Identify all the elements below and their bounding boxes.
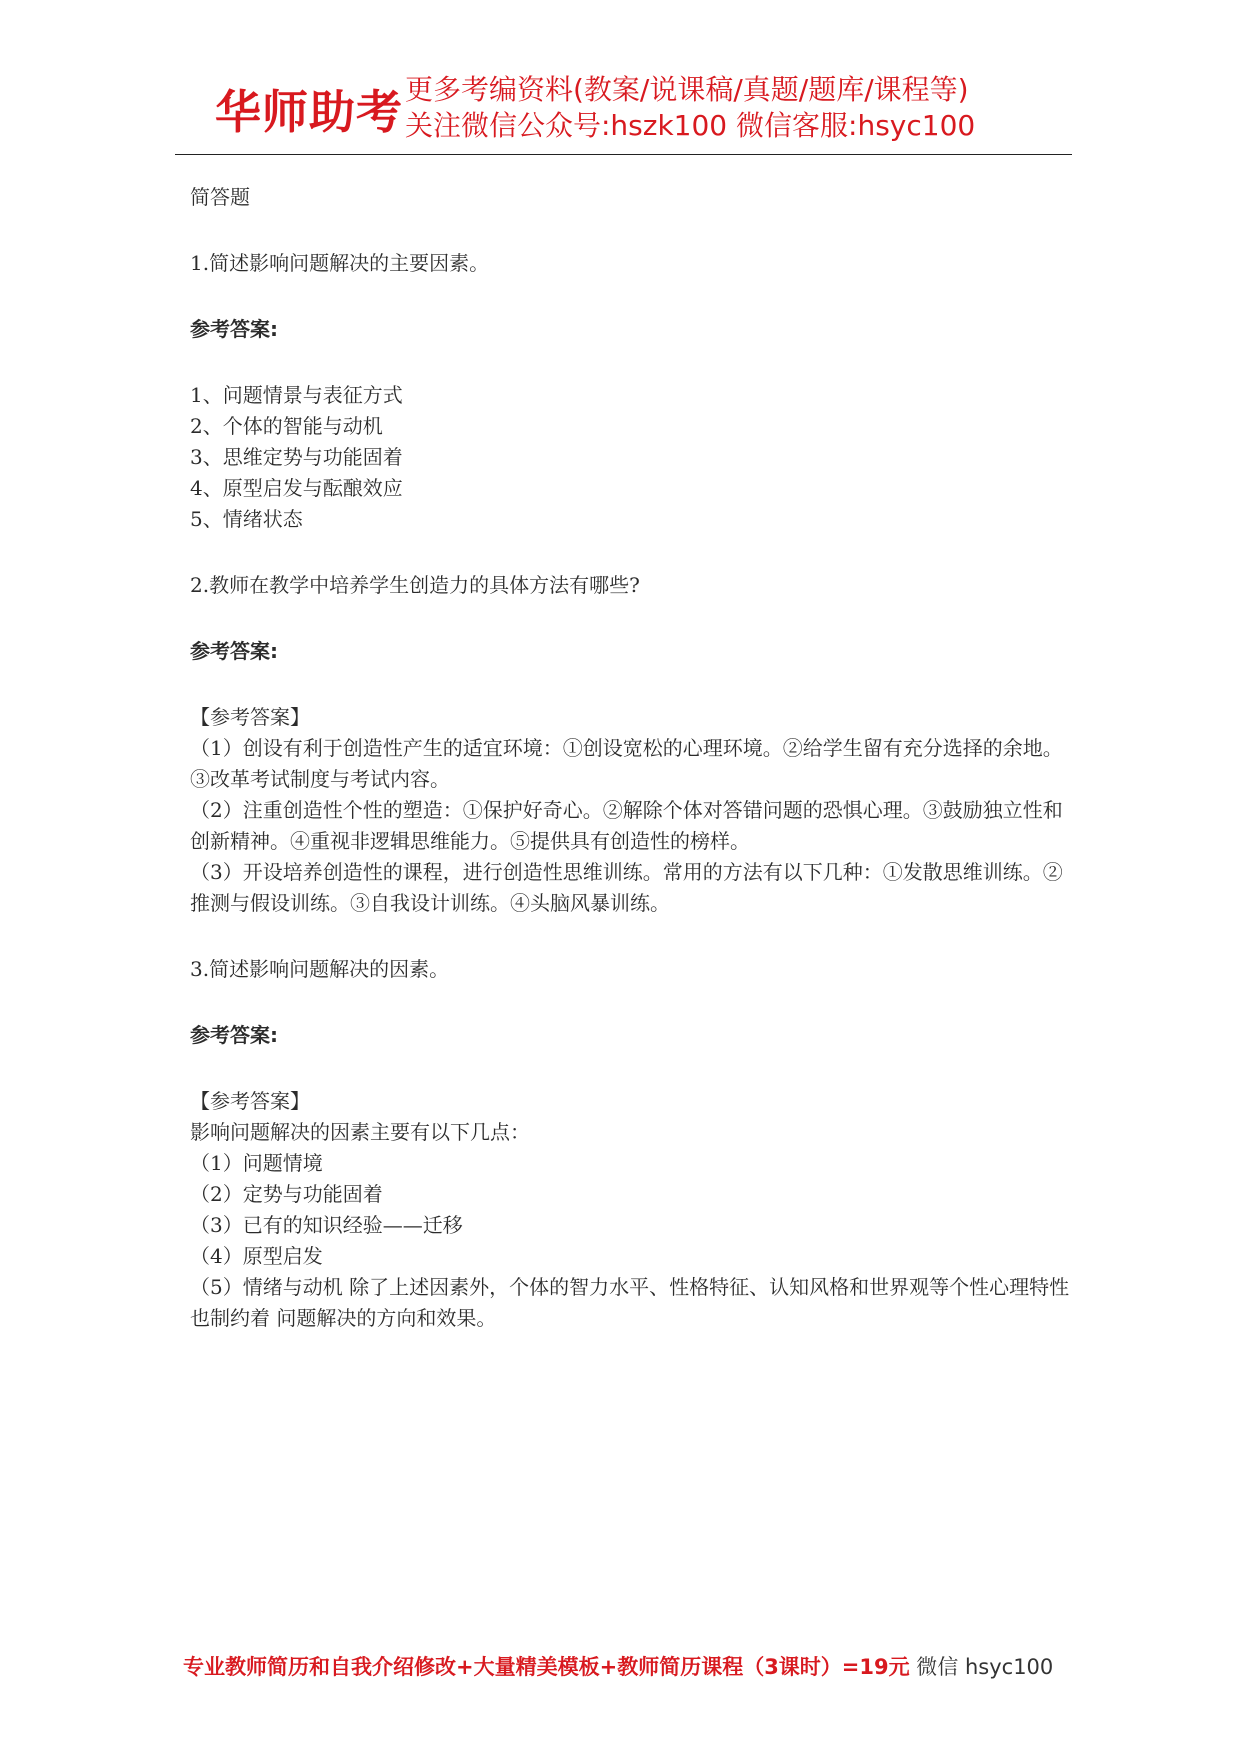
bracket-label-3: 【参考答案】	[190, 1089, 310, 1113]
q1-item: 4、原型启发与酝酿效应	[190, 476, 403, 500]
bracket-label-2: 【参考答案】	[190, 705, 310, 729]
promo-line-2: 关注微信公众号:hszk100 微信客服:hsyc100	[405, 109, 976, 142]
answer-label-3: 参考答案:	[190, 1023, 278, 1047]
q2-paragraph: （1）创设有利于创造性产生的适宜环境：①创设宽松的心理环境。②给学生留有充分选择的余地。③改革考试制度与考试内容。	[190, 736, 1063, 791]
promo-line-1: 更多考编资料(教案/说课稿/真题/题库/课程等)	[405, 73, 969, 106]
q3-item: （5）情绪与动机 除了上述因素外，个体的智力水平、性格特征、认知风格和世界观等个性心理特性也制约着 问题解决的方向和效果。	[190, 1275, 1070, 1330]
q3-item: （1）问题情境	[190, 1151, 323, 1175]
q1-item: 5、情绪状态	[190, 507, 303, 531]
q2-paragraph: （2）注重创造性个性的塑造：①保护好奇心。②解除个体对答错问题的恐惧心理。③鼓励独立性和创新精神。④重视非逻辑思维能力。⑤提供具有创造性的榜样。	[190, 798, 1063, 853]
answer-label-2: 参考答案:	[190, 639, 278, 663]
question-3: 3.简述影响问题解决的因素。	[190, 957, 450, 981]
question-2: 2.教师在教学中培养学生创造力的具体方法有哪些?	[190, 573, 640, 597]
q1-item: 3、思维定势与功能固着	[190, 445, 403, 469]
q3-item: （2）定势与功能固着	[190, 1182, 383, 1206]
q3-item: （3）已有的知识经验——迁移	[190, 1213, 463, 1237]
q1-item: 1、问题情景与表征方式	[190, 383, 403, 407]
q3-item: （4）原型启发	[190, 1244, 323, 1268]
section-title: 简答题	[190, 185, 250, 209]
q3-intro: 影响问题解决的因素主要有以下几点：	[190, 1120, 530, 1144]
footer-promo-text: 专业教师简历和自我介绍修改+大量精美模板+教师简历课程（3课时）=19元	[183, 1655, 910, 1679]
document-body	[190, 182, 1070, 1334]
question-1: 1.简述影响问题解决的主要因素。	[190, 251, 490, 275]
header-divider	[175, 154, 1072, 155]
answer-label-1: 参考答案:	[190, 317, 278, 341]
q2-paragraph: （3）开设培养创造性的课程，进行创造性思维训练。常用的方法有以下几种：①发散思维训练。②推测与假设训练。③自我设计训练。④头脑风暴训练。	[190, 860, 1063, 915]
header-promo	[405, 72, 1095, 144]
q1-item: 2、个体的智能与动机	[190, 414, 383, 438]
brand-logo-text: 华师助考	[215, 85, 403, 139]
footer-wechat: 微信 hsyc100	[909, 1655, 1054, 1679]
page-footer-promo	[183, 1652, 1083, 1682]
page-header	[175, 70, 1075, 150]
